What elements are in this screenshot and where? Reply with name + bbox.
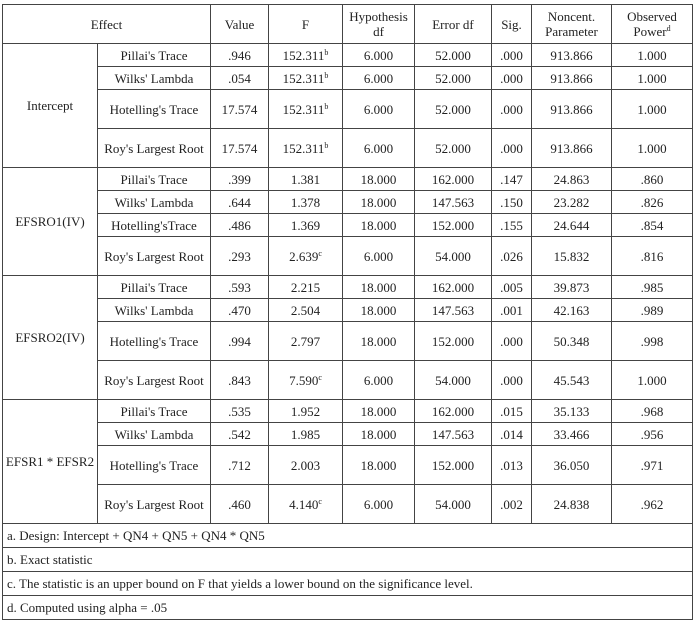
table-row — [3, 67, 693, 90]
err-df-cell: 152.000 — [415, 322, 492, 361]
power-cell: .816 — [612, 237, 693, 276]
test-name-cell: Hotelling's Trace — [98, 446, 211, 485]
f-cell — [269, 299, 343, 322]
power-cell: 1.000 — [612, 361, 693, 400]
test-name-cell: Hotelling's Trace — [98, 322, 211, 361]
hyp-df-cell: 18.000 — [343, 191, 415, 214]
err-df-cell: 52.000 — [415, 129, 492, 168]
sig-cell: .000 — [492, 90, 532, 129]
header-f: F — [269, 5, 343, 44]
f-cell — [269, 237, 343, 276]
header-effect: Effect — [3, 5, 211, 44]
power-cell: .985 — [612, 276, 693, 299]
table-row — [3, 214, 693, 237]
f-footnote-mark: b — [324, 47, 329, 57]
hyp-df-cell: 6.000 — [343, 67, 415, 90]
err-df-cell: 54.000 — [415, 485, 492, 524]
value-cell: .946 — [211, 44, 269, 67]
hyp-df-cell: 6.000 — [343, 361, 415, 400]
noncent-cell: 36.050 — [532, 446, 612, 485]
power-cell: .826 — [612, 191, 693, 214]
sig-cell: .026 — [492, 237, 532, 276]
f-cell — [269, 423, 343, 446]
header-value: Value — [211, 5, 269, 44]
hyp-df-cell: 6.000 — [343, 237, 415, 276]
f-cell — [269, 90, 343, 129]
test-name-cell: Roy's Largest Root — [98, 237, 211, 276]
power-cell: .956 — [612, 423, 693, 446]
value-cell: .470 — [211, 299, 269, 322]
sig-cell: .000 — [492, 44, 532, 67]
err-df-cell: 54.000 — [415, 237, 492, 276]
multivariate-tests-table-wrapper — [2, 4, 693, 620]
test-name-cell: Hotelling's Trace — [98, 90, 211, 129]
f-cell — [269, 485, 343, 524]
hyp-df-cell: 18.000 — [343, 423, 415, 446]
noncent-cell: 42.163 — [532, 299, 612, 322]
value-cell: .535 — [211, 400, 269, 423]
power-cell: 1.000 — [612, 67, 693, 90]
table-row — [3, 129, 693, 168]
hyp-df-cell: 6.000 — [343, 90, 415, 129]
sig-cell: .000 — [492, 322, 532, 361]
multivariate-tests-table — [2, 4, 693, 620]
test-name-cell: Wilks' Lambda — [98, 299, 211, 322]
f-value: 2.504 — [290, 302, 321, 318]
test-name-cell: Hotelling'sTrace — [98, 214, 211, 237]
test-name-cell: Pillai's Trace — [98, 168, 211, 191]
footnote-row — [3, 548, 693, 572]
value-cell: .460 — [211, 485, 269, 524]
f-cell — [269, 191, 343, 214]
test-name-cell: Roy's Largest Root — [98, 129, 211, 168]
err-df-cell: 54.000 — [415, 361, 492, 400]
noncent-cell: 913.866 — [532, 129, 612, 168]
table-row — [3, 299, 693, 322]
f-footnote-mark: b — [324, 101, 329, 111]
f-footnote-mark: c — [318, 496, 322, 506]
f-value: 152.311 — [282, 47, 325, 63]
err-df-cell: 152.000 — [415, 214, 492, 237]
sig-cell: .015 — [492, 400, 532, 423]
test-name-cell: Roy's Largest Root — [98, 361, 211, 400]
value-cell: .593 — [211, 276, 269, 299]
footnote-row — [3, 524, 693, 548]
f-value: 2.639 — [289, 248, 319, 264]
table-row — [3, 191, 693, 214]
noncent-cell: 35.133 — [532, 400, 612, 423]
power-cell: .860 — [612, 168, 693, 191]
footnote-text: a. Design: Intercept + QN4 + QN5 + QN4 * QN5 — [3, 524, 693, 548]
f-footnote-mark: c — [318, 372, 322, 382]
f-footnote-mark: c — [318, 248, 322, 258]
noncent-cell: 45.543 — [532, 361, 612, 400]
f-cell — [269, 129, 343, 168]
value-cell: .293 — [211, 237, 269, 276]
hyp-df-cell: 18.000 — [343, 400, 415, 423]
noncent-cell: 24.838 — [532, 485, 612, 524]
hyp-df-cell: 6.000 — [343, 485, 415, 524]
table-row — [3, 361, 693, 400]
sig-cell: .000 — [492, 129, 532, 168]
value-cell: 17.574 — [211, 90, 269, 129]
hyp-df-cell: 18.000 — [343, 214, 415, 237]
table-row — [3, 168, 693, 191]
err-df-cell: 147.563 — [415, 423, 492, 446]
sig-cell: .150 — [492, 191, 532, 214]
value-cell: .054 — [211, 67, 269, 90]
table-row — [3, 44, 693, 67]
f-cell — [269, 276, 343, 299]
f-cell — [269, 44, 343, 67]
power-cell: .971 — [612, 446, 693, 485]
err-df-cell: 162.000 — [415, 168, 492, 191]
sig-cell: .002 — [492, 485, 532, 524]
power-cell: .989 — [612, 299, 693, 322]
f-value: 4.140 — [289, 496, 319, 512]
power-cell: .968 — [612, 400, 693, 423]
sig-cell: .155 — [492, 214, 532, 237]
table-row — [3, 400, 693, 423]
f-value: 2.003 — [290, 457, 321, 473]
noncent-cell: 913.866 — [532, 90, 612, 129]
header-sig: Sig. — [492, 5, 532, 44]
noncent-cell: 913.866 — [532, 67, 612, 90]
f-value: 1.378 — [290, 194, 321, 210]
noncent-cell: 24.644 — [532, 214, 612, 237]
test-name-cell: Wilks' Lambda — [98, 423, 211, 446]
f-footnote-mark: b — [324, 140, 329, 150]
noncent-cell: 913.866 — [532, 44, 612, 67]
test-name-cell: Pillai's Trace — [98, 276, 211, 299]
header-observed-power — [612, 5, 693, 44]
footnote-text: c. The statistic is an upper bound on F that yields a lower bound on the significance level. — [3, 572, 693, 596]
table-row — [3, 237, 693, 276]
hyp-df-cell: 18.000 — [343, 299, 415, 322]
table-row — [3, 485, 693, 524]
table-body — [3, 44, 693, 524]
f-footnote-mark: b — [324, 70, 329, 80]
test-name-cell: Roy's Largest Root — [98, 485, 211, 524]
value-cell: .843 — [211, 361, 269, 400]
effect-cell: EFSR1 * EFSR2 — [3, 400, 98, 524]
hyp-df-cell: 6.000 — [343, 44, 415, 67]
f-cell — [269, 214, 343, 237]
header-observed-power-footnote-mark: d — [666, 24, 671, 33]
sig-cell: .005 — [492, 276, 532, 299]
footnote-text: b. Exact statistic — [3, 548, 693, 572]
table-footnotes — [3, 524, 693, 620]
hyp-df-cell: 18.000 — [343, 322, 415, 361]
f-cell — [269, 168, 343, 191]
effect-cell: EFSRO2(IV) — [3, 276, 98, 400]
power-cell: .998 — [612, 322, 693, 361]
footnote-row — [3, 596, 693, 620]
f-value: 7.590 — [289, 372, 319, 388]
f-cell — [269, 361, 343, 400]
f-cell — [269, 67, 343, 90]
value-cell: .542 — [211, 423, 269, 446]
effect-cell: EFSRO1(IV) — [3, 168, 98, 276]
table-row — [3, 322, 693, 361]
value-cell: .994 — [211, 322, 269, 361]
sig-cell: .001 — [492, 299, 532, 322]
noncent-cell: 33.466 — [532, 423, 612, 446]
f-value: 1.381 — [290, 171, 321, 187]
noncent-cell: 23.282 — [532, 191, 612, 214]
f-value: 1.985 — [290, 426, 321, 442]
value-cell: 17.574 — [211, 129, 269, 168]
f-value: 1.952 — [290, 403, 321, 419]
footnote-row — [3, 572, 693, 596]
test-name-cell: Wilks' Lambda — [98, 67, 211, 90]
err-df-cell: 162.000 — [415, 400, 492, 423]
table-row — [3, 446, 693, 485]
hyp-df-cell: 18.000 — [343, 168, 415, 191]
f-value: 152.311 — [282, 140, 325, 156]
sig-cell: .013 — [492, 446, 532, 485]
sig-cell: .000 — [492, 361, 532, 400]
footnote-text: d. Computed using alpha = .05 — [3, 596, 693, 620]
f-value: 1.369 — [290, 217, 321, 233]
test-name-cell: Pillai's Trace — [98, 400, 211, 423]
err-df-cell: 162.000 — [415, 276, 492, 299]
power-cell: .962 — [612, 485, 693, 524]
header-observed-power-label: Observed Power — [627, 9, 677, 39]
err-df-cell: 52.000 — [415, 67, 492, 90]
power-cell: 1.000 — [612, 90, 693, 129]
effect-cell: Intercept — [3, 44, 98, 168]
value-cell: .644 — [211, 191, 269, 214]
f-value: 2.215 — [290, 279, 321, 295]
f-cell — [269, 322, 343, 361]
sig-cell: .000 — [492, 67, 532, 90]
noncent-cell: 50.348 — [532, 322, 612, 361]
err-df-cell: 147.563 — [415, 299, 492, 322]
err-df-cell: 147.563 — [415, 191, 492, 214]
f-cell — [269, 400, 343, 423]
f-value: 152.311 — [282, 70, 325, 86]
table-row — [3, 90, 693, 129]
err-df-cell: 152.000 — [415, 446, 492, 485]
noncent-cell: 24.863 — [532, 168, 612, 191]
value-cell: .712 — [211, 446, 269, 485]
f-value: 2.797 — [290, 333, 321, 349]
err-df-cell: 52.000 — [415, 44, 492, 67]
header-error-df: Error df — [415, 5, 492, 44]
err-df-cell: 52.000 — [415, 90, 492, 129]
hyp-df-cell: 6.000 — [343, 129, 415, 168]
noncent-cell: 39.873 — [532, 276, 612, 299]
value-cell: .486 — [211, 214, 269, 237]
power-cell: .854 — [612, 214, 693, 237]
hyp-df-cell: 18.000 — [343, 446, 415, 485]
test-name-cell: Pillai's Trace — [98, 44, 211, 67]
power-cell: 1.000 — [612, 129, 693, 168]
f-cell — [269, 446, 343, 485]
table-row — [3, 423, 693, 446]
table-row — [3, 276, 693, 299]
sig-cell: .147 — [492, 168, 532, 191]
value-cell: .399 — [211, 168, 269, 191]
noncent-cell: 15.832 — [532, 237, 612, 276]
header-hypothesis-df: Hypothesis df — [343, 5, 415, 44]
sig-cell: .014 — [492, 423, 532, 446]
header-noncent-parameter: Noncent. Parameter — [532, 5, 612, 44]
header-row — [3, 5, 693, 44]
power-cell: 1.000 — [612, 44, 693, 67]
f-value: 152.311 — [282, 101, 325, 117]
hyp-df-cell: 18.000 — [343, 276, 415, 299]
test-name-cell: Wilks' Lambda — [98, 191, 211, 214]
